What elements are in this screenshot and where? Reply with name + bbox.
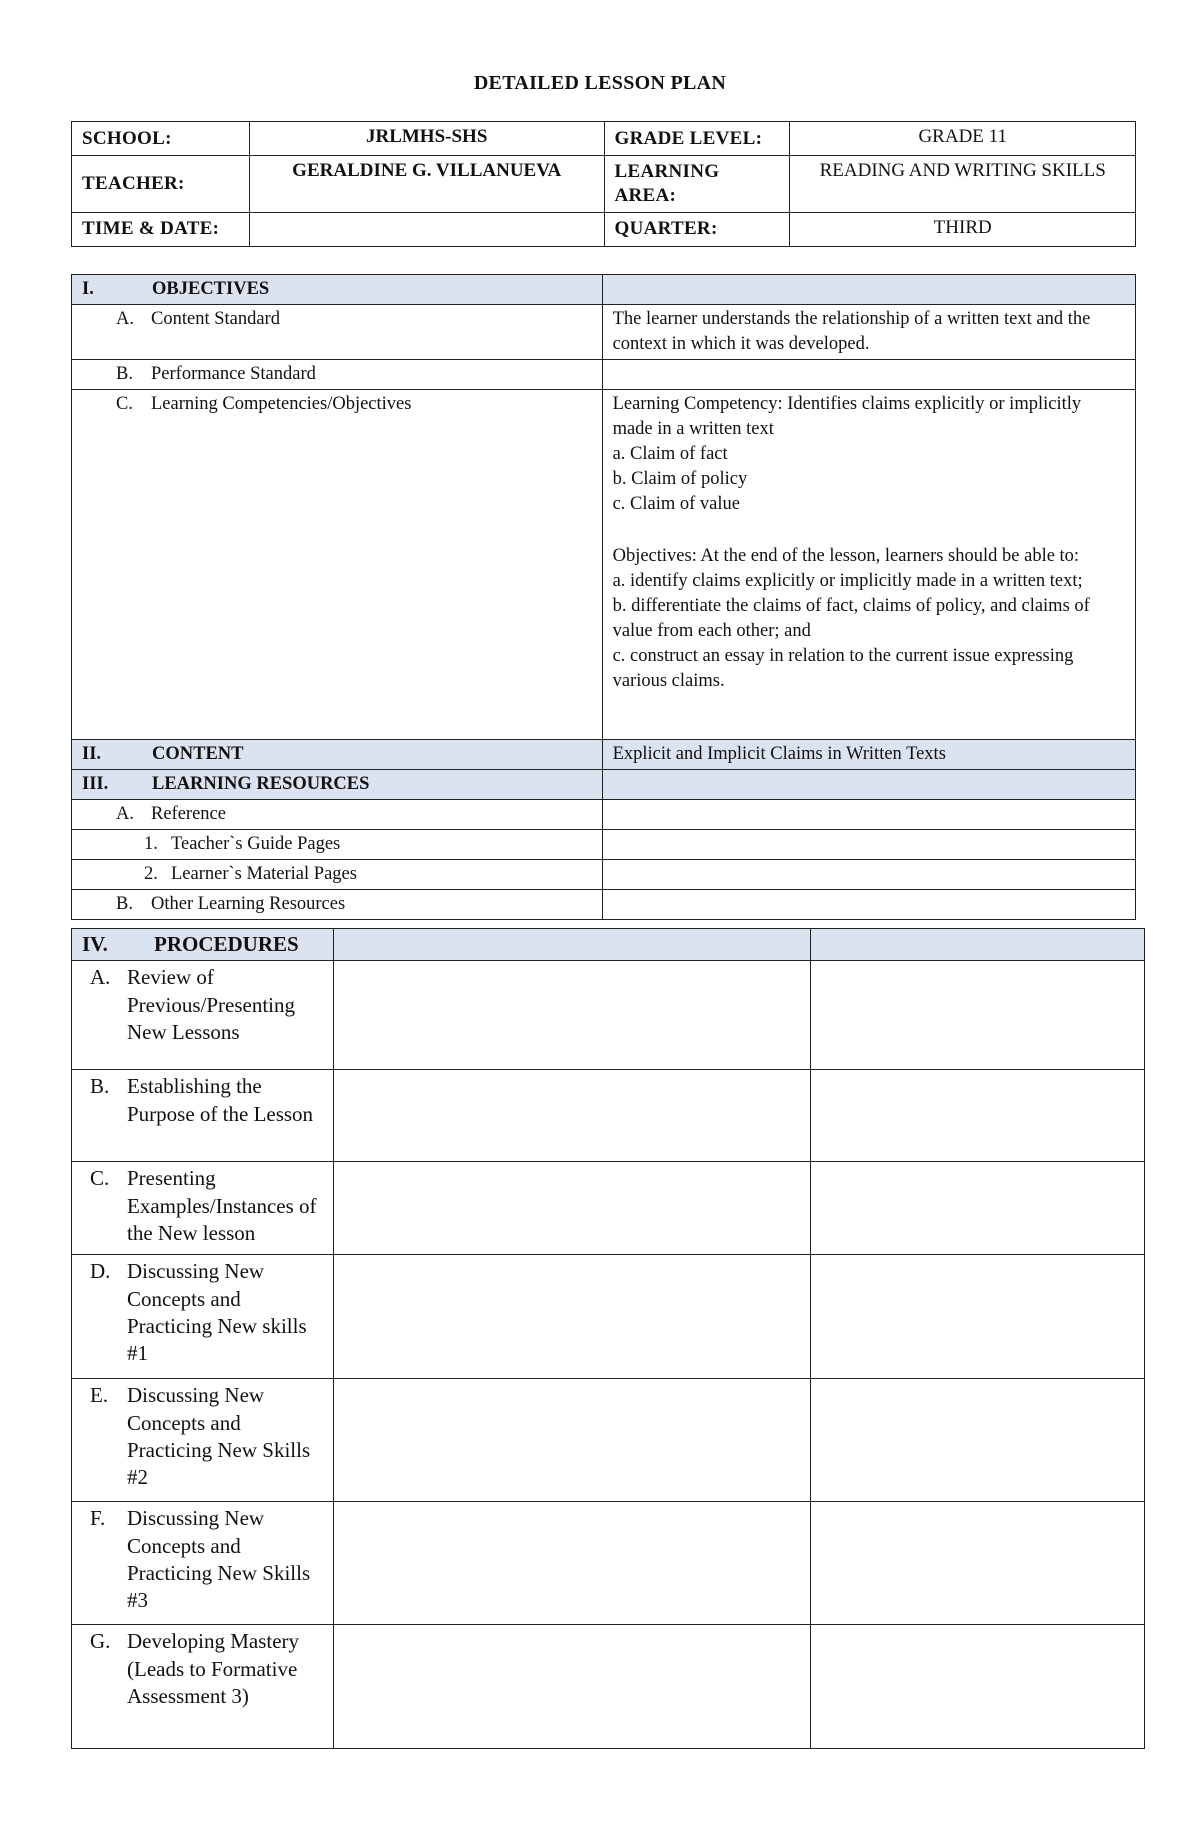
- procedure-cell: [333, 1255, 810, 1379]
- time-date-label: TIME & DATE:: [72, 212, 250, 246]
- time-date-value: [249, 212, 604, 246]
- objectives-intro: Objectives: At the end of the lesson, learners should be able to:: [612, 545, 1080, 566]
- quarter-value: THIRD: [790, 212, 1136, 246]
- resources-heading-blank: [602, 769, 1135, 799]
- teachers-guide-value: [602, 829, 1135, 859]
- claim-item: c. Claim of value: [612, 493, 740, 514]
- objectives-table: [71, 274, 1136, 920]
- procedure-cell: [333, 1625, 810, 1749]
- step-letter: F.: [90, 1506, 106, 1531]
- teacher-value: GERALDINE G. VILLANUEVA: [249, 156, 604, 213]
- content-numeral: II.: [82, 743, 102, 764]
- school-label: SCHOOL:: [72, 122, 250, 156]
- procedure-cell: [811, 961, 1145, 1070]
- procedures-numeral: IV.: [82, 932, 108, 956]
- procedure-step-d: [72, 1255, 334, 1379]
- procedure-cell: [811, 1379, 1145, 1502]
- objective-item: b. differentiate the claims of fact, claims of policy, and claims of value from each other; and: [612, 595, 1090, 641]
- content-standard-label: Content Standard: [151, 308, 280, 329]
- objectives-heading-text: OBJECTIVES: [152, 279, 270, 299]
- learning-area-label: LEARNING AREA:: [604, 156, 790, 213]
- procedure-cell: [811, 1162, 1145, 1255]
- procedures-table: [71, 928, 1145, 1749]
- learners-material-value: [602, 859, 1135, 889]
- procedure-cell: [333, 961, 810, 1070]
- procedure-cell: [811, 1255, 1145, 1379]
- other-resources-value: [602, 889, 1135, 919]
- procedure-cell: [333, 1162, 810, 1255]
- procedure-step-g: [72, 1625, 334, 1749]
- step-label: Establishing the Purpose of the Lesson: [127, 1074, 314, 1126]
- step-letter: B.: [90, 1074, 110, 1099]
- procedure-cell: [333, 1070, 810, 1162]
- objectives-numeral: I.: [82, 279, 94, 299]
- reference-value: [602, 799, 1135, 829]
- content-standard-value: The learner understands the relationship of a written text and the context in which it was developed.: [602, 304, 1135, 359]
- reference-row: [72, 799, 603, 829]
- step-letter: A.: [90, 965, 111, 990]
- procedures-heading: [72, 929, 334, 961]
- content-heading: [72, 739, 603, 769]
- claim-item: a. Claim of fact: [612, 443, 728, 464]
- resources-numeral: III.: [82, 773, 109, 794]
- step-label: Discussing New Concepts and Practicing New skills #1: [127, 1259, 307, 1366]
- content-value: Explicit and Implicit Claims in Written Texts: [602, 739, 1135, 769]
- other-resources-letter: B.: [116, 893, 133, 914]
- competencies-label: Learning Competencies/Objectives: [151, 393, 412, 414]
- procedures-heading-blank: [811, 929, 1145, 961]
- content-standard-letter: A.: [116, 308, 134, 329]
- teachers-guide-row: [72, 829, 603, 859]
- procedure-cell: [811, 1502, 1145, 1625]
- objectives-heading-blank: [602, 275, 1135, 305]
- other-resources-label: Other Learning Resources: [151, 893, 346, 914]
- resources-heading-text: LEARNING RESOURCES: [152, 773, 370, 794]
- procedure-step-f: [72, 1502, 334, 1625]
- performance-standard-row: [72, 359, 603, 389]
- step-letter: D.: [90, 1259, 111, 1284]
- competencies-row: [72, 389, 603, 739]
- header-table: [71, 121, 1136, 247]
- step-label: Review of Previous/Presenting New Lessons: [127, 965, 295, 1044]
- procedure-cell: [811, 1070, 1145, 1162]
- document-title: DETAILED LESSON PLAN: [473, 72, 727, 94]
- content-heading-text: CONTENT: [152, 743, 244, 764]
- step-letter: E.: [90, 1383, 109, 1408]
- learning-area-value: READING AND WRITING SKILLS: [790, 156, 1136, 213]
- competencies-value: [602, 389, 1135, 739]
- performance-standard-label: Performance Standard: [151, 363, 316, 384]
- competencies-letter: C.: [116, 393, 133, 414]
- procedure-cell: [333, 1502, 810, 1625]
- claim-item: b. Claim of policy: [612, 468, 748, 489]
- quarter-label: QUARTER:: [604, 212, 790, 246]
- procedures-heading-blank: [333, 929, 810, 961]
- resources-heading: [72, 769, 603, 799]
- step-label: Presenting Examples/Instances of the New lesson: [127, 1166, 317, 1245]
- performance-standard-letter: B.: [116, 363, 133, 384]
- step-label: Discussing New Concepts and Practicing New Skills #3: [127, 1506, 311, 1613]
- step-letter: C.: [90, 1166, 110, 1191]
- learners-material-label: Learner`s Material Pages: [171, 863, 357, 884]
- procedure-cell: [811, 1625, 1145, 1749]
- school-value: JRLMHS-SHS: [249, 122, 604, 156]
- procedure-step-b: [72, 1070, 334, 1162]
- procedure-step-a: [72, 961, 334, 1070]
- objective-item: c. construct an essay in relation to the current issue expressing various claims.: [612, 645, 1074, 691]
- objective-item: a. identify claims explicitly or implicitly made in a written text;: [612, 570, 1083, 591]
- objectives-heading: [72, 275, 603, 305]
- procedures-heading-text: PROCEDURES: [154, 932, 299, 956]
- learners-material-row: [72, 859, 603, 889]
- grade-level-label: GRADE LEVEL:: [604, 122, 790, 156]
- procedure-step-e: [72, 1379, 334, 1502]
- performance-standard-value: [602, 359, 1135, 389]
- step-letter: G.: [90, 1629, 111, 1654]
- grade-level-value: GRADE 11: [790, 122, 1136, 156]
- learners-material-num: 2.: [144, 863, 158, 884]
- reference-label: Reference: [151, 803, 226, 824]
- teachers-guide-num: 1.: [144, 833, 158, 854]
- teachers-guide-label: Teacher`s Guide Pages: [171, 833, 341, 854]
- procedure-step-c: [72, 1162, 334, 1255]
- reference-letter: A.: [116, 803, 134, 824]
- step-label: Developing Mastery (Leads to Formative Assessment 3): [127, 1629, 300, 1708]
- step-label: Discussing New Concepts and Practicing New Skills #2: [127, 1383, 311, 1490]
- other-resources-row: [72, 889, 603, 919]
- procedure-cell: [333, 1379, 810, 1502]
- competency-line: Learning Competency: Identifies claims explicitly or implicitly made in a written text: [612, 393, 1082, 439]
- teacher-label: TEACHER:: [72, 156, 250, 213]
- content-standard-row: [72, 304, 603, 359]
